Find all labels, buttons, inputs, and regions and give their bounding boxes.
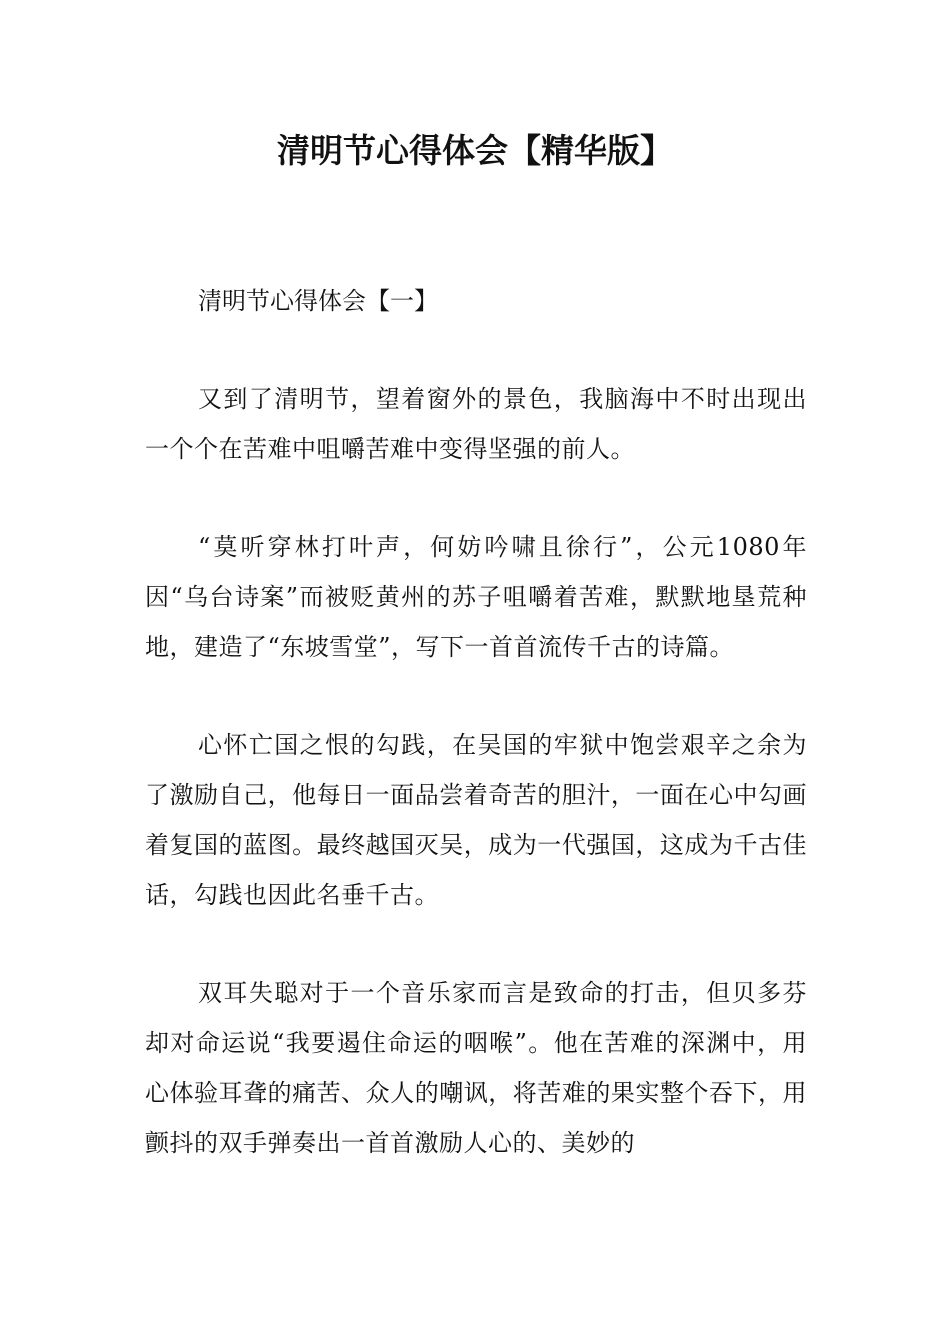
paragraph-3: 心怀亡国之恨的勾践，在吴国的牢狱中饱尝艰辛之余为了激励自己，他每日一面品尝着奇苦的胆汁，一面在心中勾画着复国的蓝图。最终越国灭吴，成为一代强国，这成为千古佳话，勾践也因此名垂千古。: [145, 731, 807, 909]
paragraph-4: 双耳失聪对于一个音乐家而言是致命的打击，但贝多芬却对命运说“我要遏住命运的咽喉”。他在苦难的深渊中，用心体验耳聋的痛苦、众人的嘲讽，将苦难的果实整个吞下，用颤抖的双手弹奏出一首首激励人心的、美妙的: [145, 979, 807, 1157]
document-title: 清明节心得体会【精华版】: [277, 131, 673, 170]
document-body: [145, 276, 807, 1216]
section-heading: 清明节心得体会【一】: [198, 287, 438, 315]
paragraph-2: “莫听穿林打叶声，何妨吟啸且徐行”，公元1080年因“乌台诗案”而被贬黄州的苏子咀嚼着苦难，默默地垦荒种地，建造了“东坡雪堂”，写下一首首流传千古的诗篇。: [145, 533, 807, 661]
paragraph-1: 又到了清明节，望着窗外的景色，我脑海中不时出现出一个个在苦难中咀嚼苦难中变得坚强的前人。: [145, 385, 807, 463]
